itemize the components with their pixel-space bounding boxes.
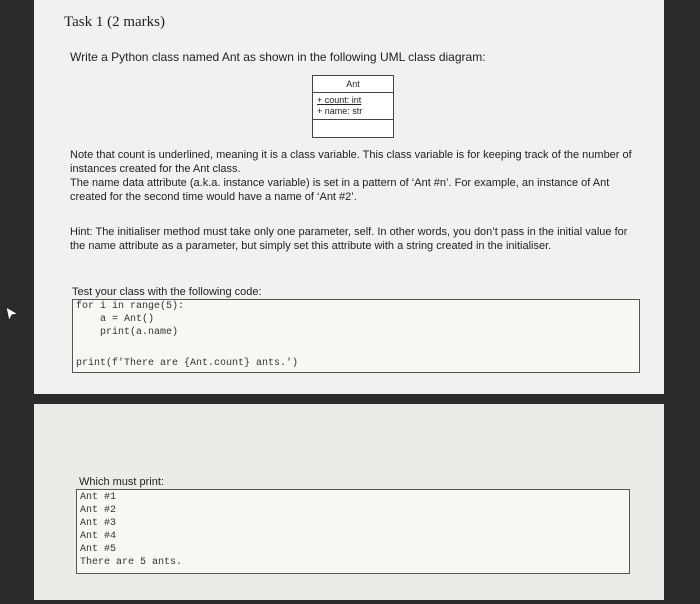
uml-class-diagram xyxy=(312,75,394,138)
note-paragraph-2: The name data attribute (a.k.a. instance variable) is set in a pattern of ‘Ant #n’. For example, an instance of Ant created for the second time would have a name of ‘Ant #2’. xyxy=(70,177,610,203)
uml-methods xyxy=(313,120,393,137)
uml-class-name: Ant xyxy=(313,76,393,93)
must-print-label: Which must print: xyxy=(79,476,164,488)
uml-attr-name: + name: str xyxy=(317,106,363,116)
output-line: Ant #4 xyxy=(80,531,117,542)
hint-paragraph: Hint: The initialiser method must take only one parameter, self. In other words, you don’t pass in the initial value for the name attribute as a parameter, but simply set this attribute with a string created in the initialiser. xyxy=(70,226,628,252)
task-title: Task 1 (2 marks) xyxy=(64,14,166,30)
output-line: Ant #2 xyxy=(80,505,117,516)
code-line: print(f'There are {Ant.count} ants.') xyxy=(76,358,299,369)
task-sheet xyxy=(34,0,664,394)
output-line: Ant #1 xyxy=(80,492,117,503)
mouse-pointer-icon xyxy=(4,306,20,322)
output-line: There are 5 ants. xyxy=(80,557,183,568)
code-line: print(a.name) xyxy=(76,327,179,338)
code-line: a = Ant() xyxy=(76,314,155,325)
output-line: Ant #5 xyxy=(80,544,117,555)
output-line: Ant #3 xyxy=(80,518,117,529)
output-sheet xyxy=(34,404,664,600)
intro-text: Write a Python class named Ant as shown in the following UML class diagram: xyxy=(70,50,486,64)
uml-attributes xyxy=(313,93,393,120)
test-code-block xyxy=(72,299,640,373)
expected-output-block xyxy=(76,489,630,574)
code-line: for i in range(5): xyxy=(76,301,185,312)
uml-attr-count: + count: int xyxy=(317,95,362,105)
test-label: Test your class with the following code: xyxy=(72,286,262,298)
note-paragraph-1: Note that count is underlined, meaning it is a class variable. This class variable is for keeping track of the number of instances created for the Ant class. xyxy=(70,149,632,175)
page-separator xyxy=(0,394,700,404)
